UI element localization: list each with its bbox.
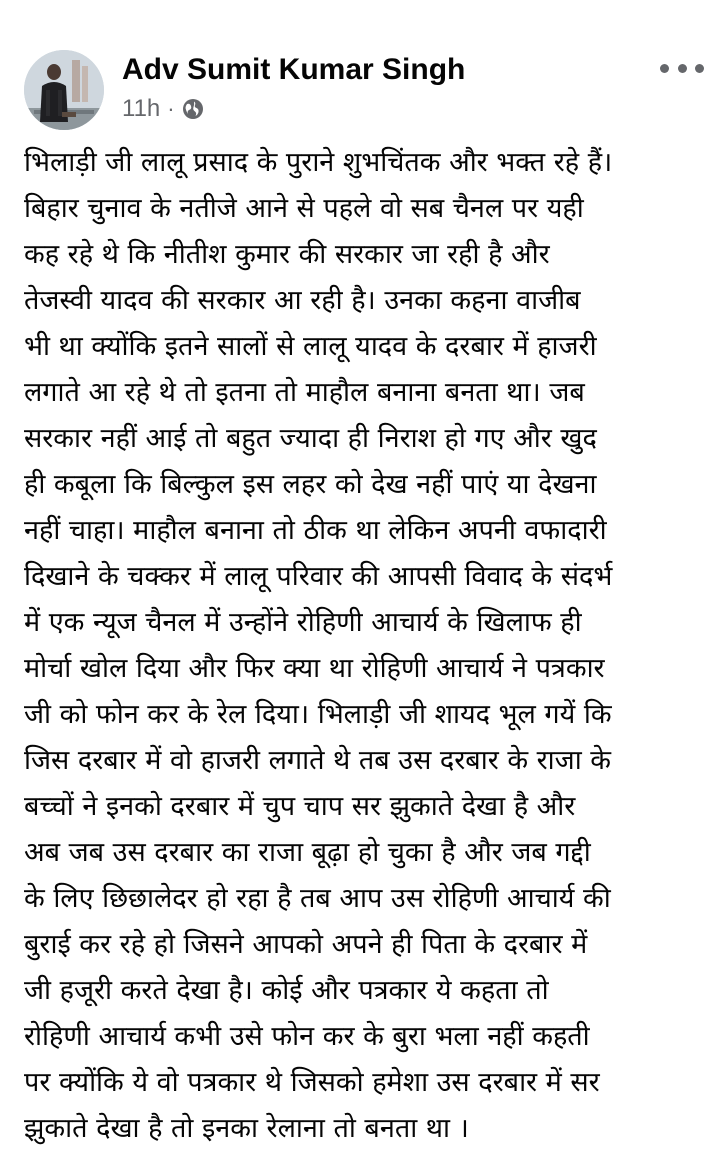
globe-icon[interactable] <box>182 98 204 120</box>
more-horizontal-icon <box>660 64 669 73</box>
post-meta <box>122 94 204 124</box>
post-text-line: ही कबूला कि बिल्कुल इस लहर को देख नहीं पाएं या देखना <box>24 469 597 500</box>
author-name[interactable]: Adv Sumit Kumar Singh <box>122 53 466 86</box>
post-text-line: झुकाते देखा है तो इनका रेलाना तो बनता था । <box>24 1113 469 1144</box>
post-text-line: में एक न्यूज चैनल में उन्होंने रोहिणी आचार्य के खिलाफ ही <box>24 607 582 638</box>
meta-separator: · <box>167 96 175 121</box>
post-text-line: बुराई कर रहे हो जिसने आपको अपने ही पिता के दरबार में <box>24 929 588 960</box>
post-header <box>24 50 704 132</box>
more-options-button[interactable] <box>660 54 704 82</box>
post-text-line: तेजस्वी यादव की सरकार आ रही है। उनका कहना वाजीब <box>24 285 581 316</box>
post-text-line: कह रहे थे कि नीतीश कुमार की सरकार जा रही है और <box>24 239 550 270</box>
post-text-line: बच्चों ने इनको दरबार में चुप चाप सर झुकाते देखा है और <box>24 791 576 822</box>
post-text-line: पर क्योंकि ये वो पत्रकार थे जिसको हमेशा उस दरबार में सर <box>24 1067 600 1098</box>
post-timestamp[interactable]: 11h <box>122 95 161 122</box>
more-horizontal-icon <box>678 64 687 73</box>
post-text-line: भिलाड़ी जी लालू प्रसाद के पुराने शुभचिंतक और भक्त रहे हैं। <box>24 147 613 178</box>
post-text-line: भी था क्योंकि इतने सालों से लालू यादव के दरबार में हाजरी <box>24 331 597 362</box>
more-horizontal-icon <box>695 64 704 73</box>
post-text-line: मोर्चा खोल दिया और फिर क्या था रोहिणी आचार्य ने पत्रकार <box>24 653 605 684</box>
post-text-line: बिहार चुनाव के नतीजे आने से पहले वो सब चैनल पर यही <box>24 193 584 224</box>
post-text-line: रोहिणी आचार्य कभी उसे फोन कर के बुरा भला नहीं कहती <box>24 1021 590 1052</box>
author-avatar[interactable] <box>24 50 104 130</box>
post-text-line: जी को फोन कर के रेल दिया। भिलाड़ी जी शायद भूल गयें कि <box>24 699 612 730</box>
post-text-line: दिखाने के चक्कर में लालू परिवार की आपसी विवाद के संदर्भ <box>24 561 613 592</box>
post-body-text <box>24 140 714 1152</box>
post-text-line: के लिए छिछालेदर हो रहा है तब आप उस रोहिणी आचार्य की <box>24 883 611 914</box>
post-text-line: सरकार नहीं आई तो बहुत ज्यादा ही निराश हो गए और खुद <box>24 423 597 454</box>
post-text-line: लगाते आ रहे थे तो इतना तो माहौल बनाना बनता था। जब <box>24 377 585 408</box>
post-text-line: नहीं चाहा। माहौल बनाना तो ठीक था लेकिन अपनी वफादारी <box>24 515 607 546</box>
post-text-line: जिस दरबार में वो हाजरी लगाते थे तब उस दरबार के राजा के <box>24 745 612 776</box>
post-text-line: जी हजूरी करते देखा है। कोई और पत्रकार ये कहता तो <box>24 975 549 1006</box>
post-text-line: अब जब उस दरबार का राजा बूढ़ा हो चुका है और जब गद्दी <box>24 837 591 868</box>
profile-photo-icon <box>24 50 104 130</box>
